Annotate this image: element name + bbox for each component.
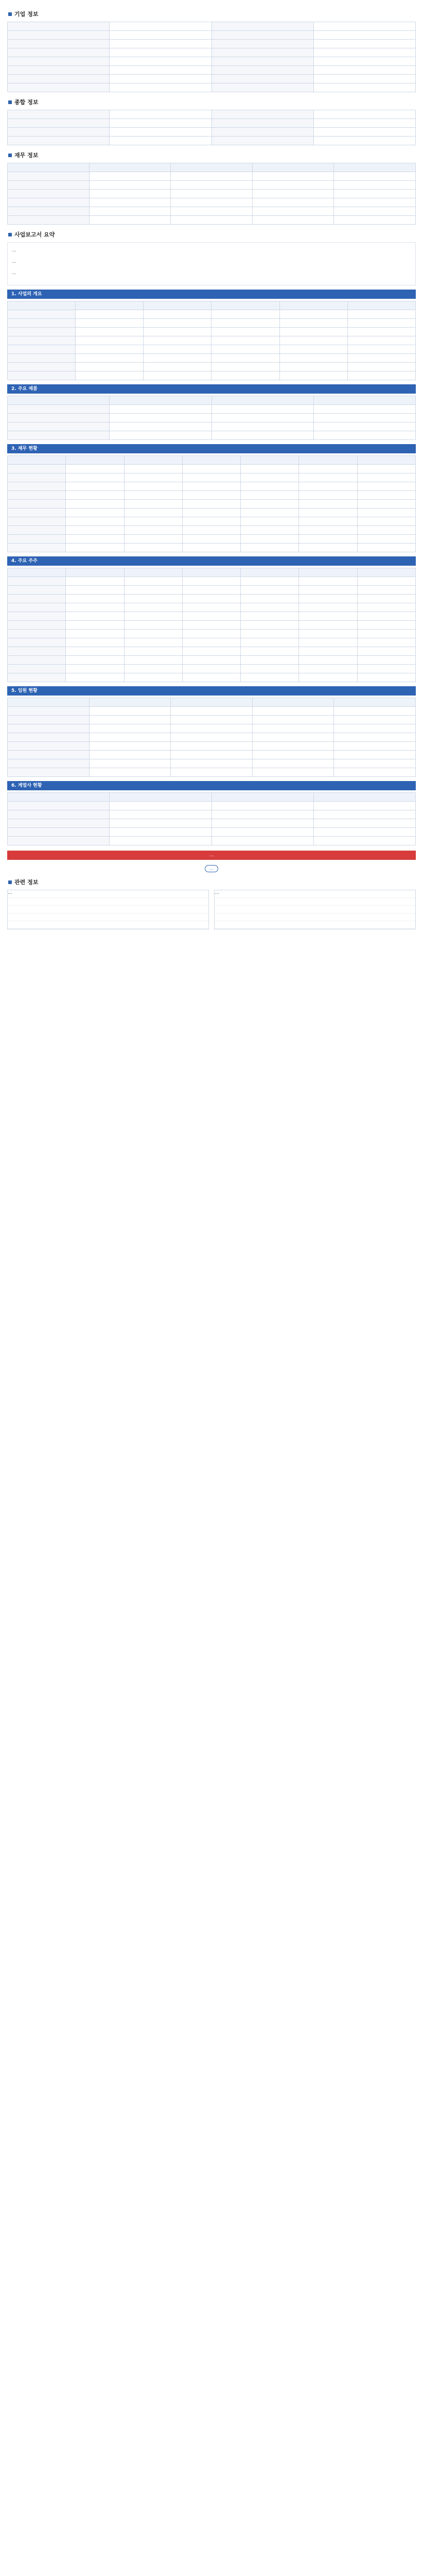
bluebar-3: 3. 재무 현황 — [7, 444, 416, 453]
list-item[interactable] — [8, 913, 208, 921]
detail-table-1 — [7, 301, 416, 380]
detail-table-3 — [7, 455, 416, 552]
list-item[interactable] — [215, 913, 415, 921]
section-title-related: 관련 정보 — [7, 877, 416, 888]
bluebar-1: 1. 사업의 개요 — [7, 290, 416, 299]
report-page — [7, 4, 416, 929]
provider-logo: … — [7, 865, 416, 872]
section-title-company: 기업 정보 — [7, 9, 416, 20]
bluebar-4: 4. 주요 주주 — [7, 556, 416, 566]
summary-table — [7, 110, 416, 145]
section-title-report: 사업보고서 요약 — [7, 230, 416, 240]
detail-table-4 — [7, 568, 416, 682]
list-item[interactable] — [215, 921, 415, 929]
bottom-right-panel — [214, 890, 416, 929]
paragraph-2: … — [12, 259, 16, 264]
section-title-financial: 재무 정보 — [7, 150, 416, 161]
company-info-table — [7, 22, 416, 92]
bottom-left-title: … — [8, 890, 208, 898]
list-item[interactable] — [215, 898, 415, 906]
detail-table-6 — [7, 792, 416, 845]
notice-bar: … — [7, 851, 416, 860]
paragraph-1: … — [12, 248, 16, 253]
list-item[interactable] — [8, 921, 208, 929]
bottom-panels — [7, 890, 416, 929]
bottom-right-title: … — [215, 890, 415, 898]
list-item[interactable] — [215, 906, 415, 913]
list-item[interactable] — [8, 898, 208, 906]
bluebar-6: 6. 계열사 현황 — [7, 781, 416, 790]
financial-table — [7, 163, 416, 225]
paragraph-3: … — [12, 270, 16, 276]
list-item[interactable] — [8, 906, 208, 913]
bottom-left-panel — [7, 890, 209, 929]
section-title-summary: 종합 정보 — [7, 97, 416, 108]
detail-table-5 — [7, 698, 416, 777]
overview-paragraph — [7, 242, 416, 285]
bluebar-2: 2. 주요 제품 — [7, 384, 416, 394]
detail-table-2 — [7, 396, 416, 440]
bluebar-5: 5. 임원 현황 — [7, 686, 416, 696]
